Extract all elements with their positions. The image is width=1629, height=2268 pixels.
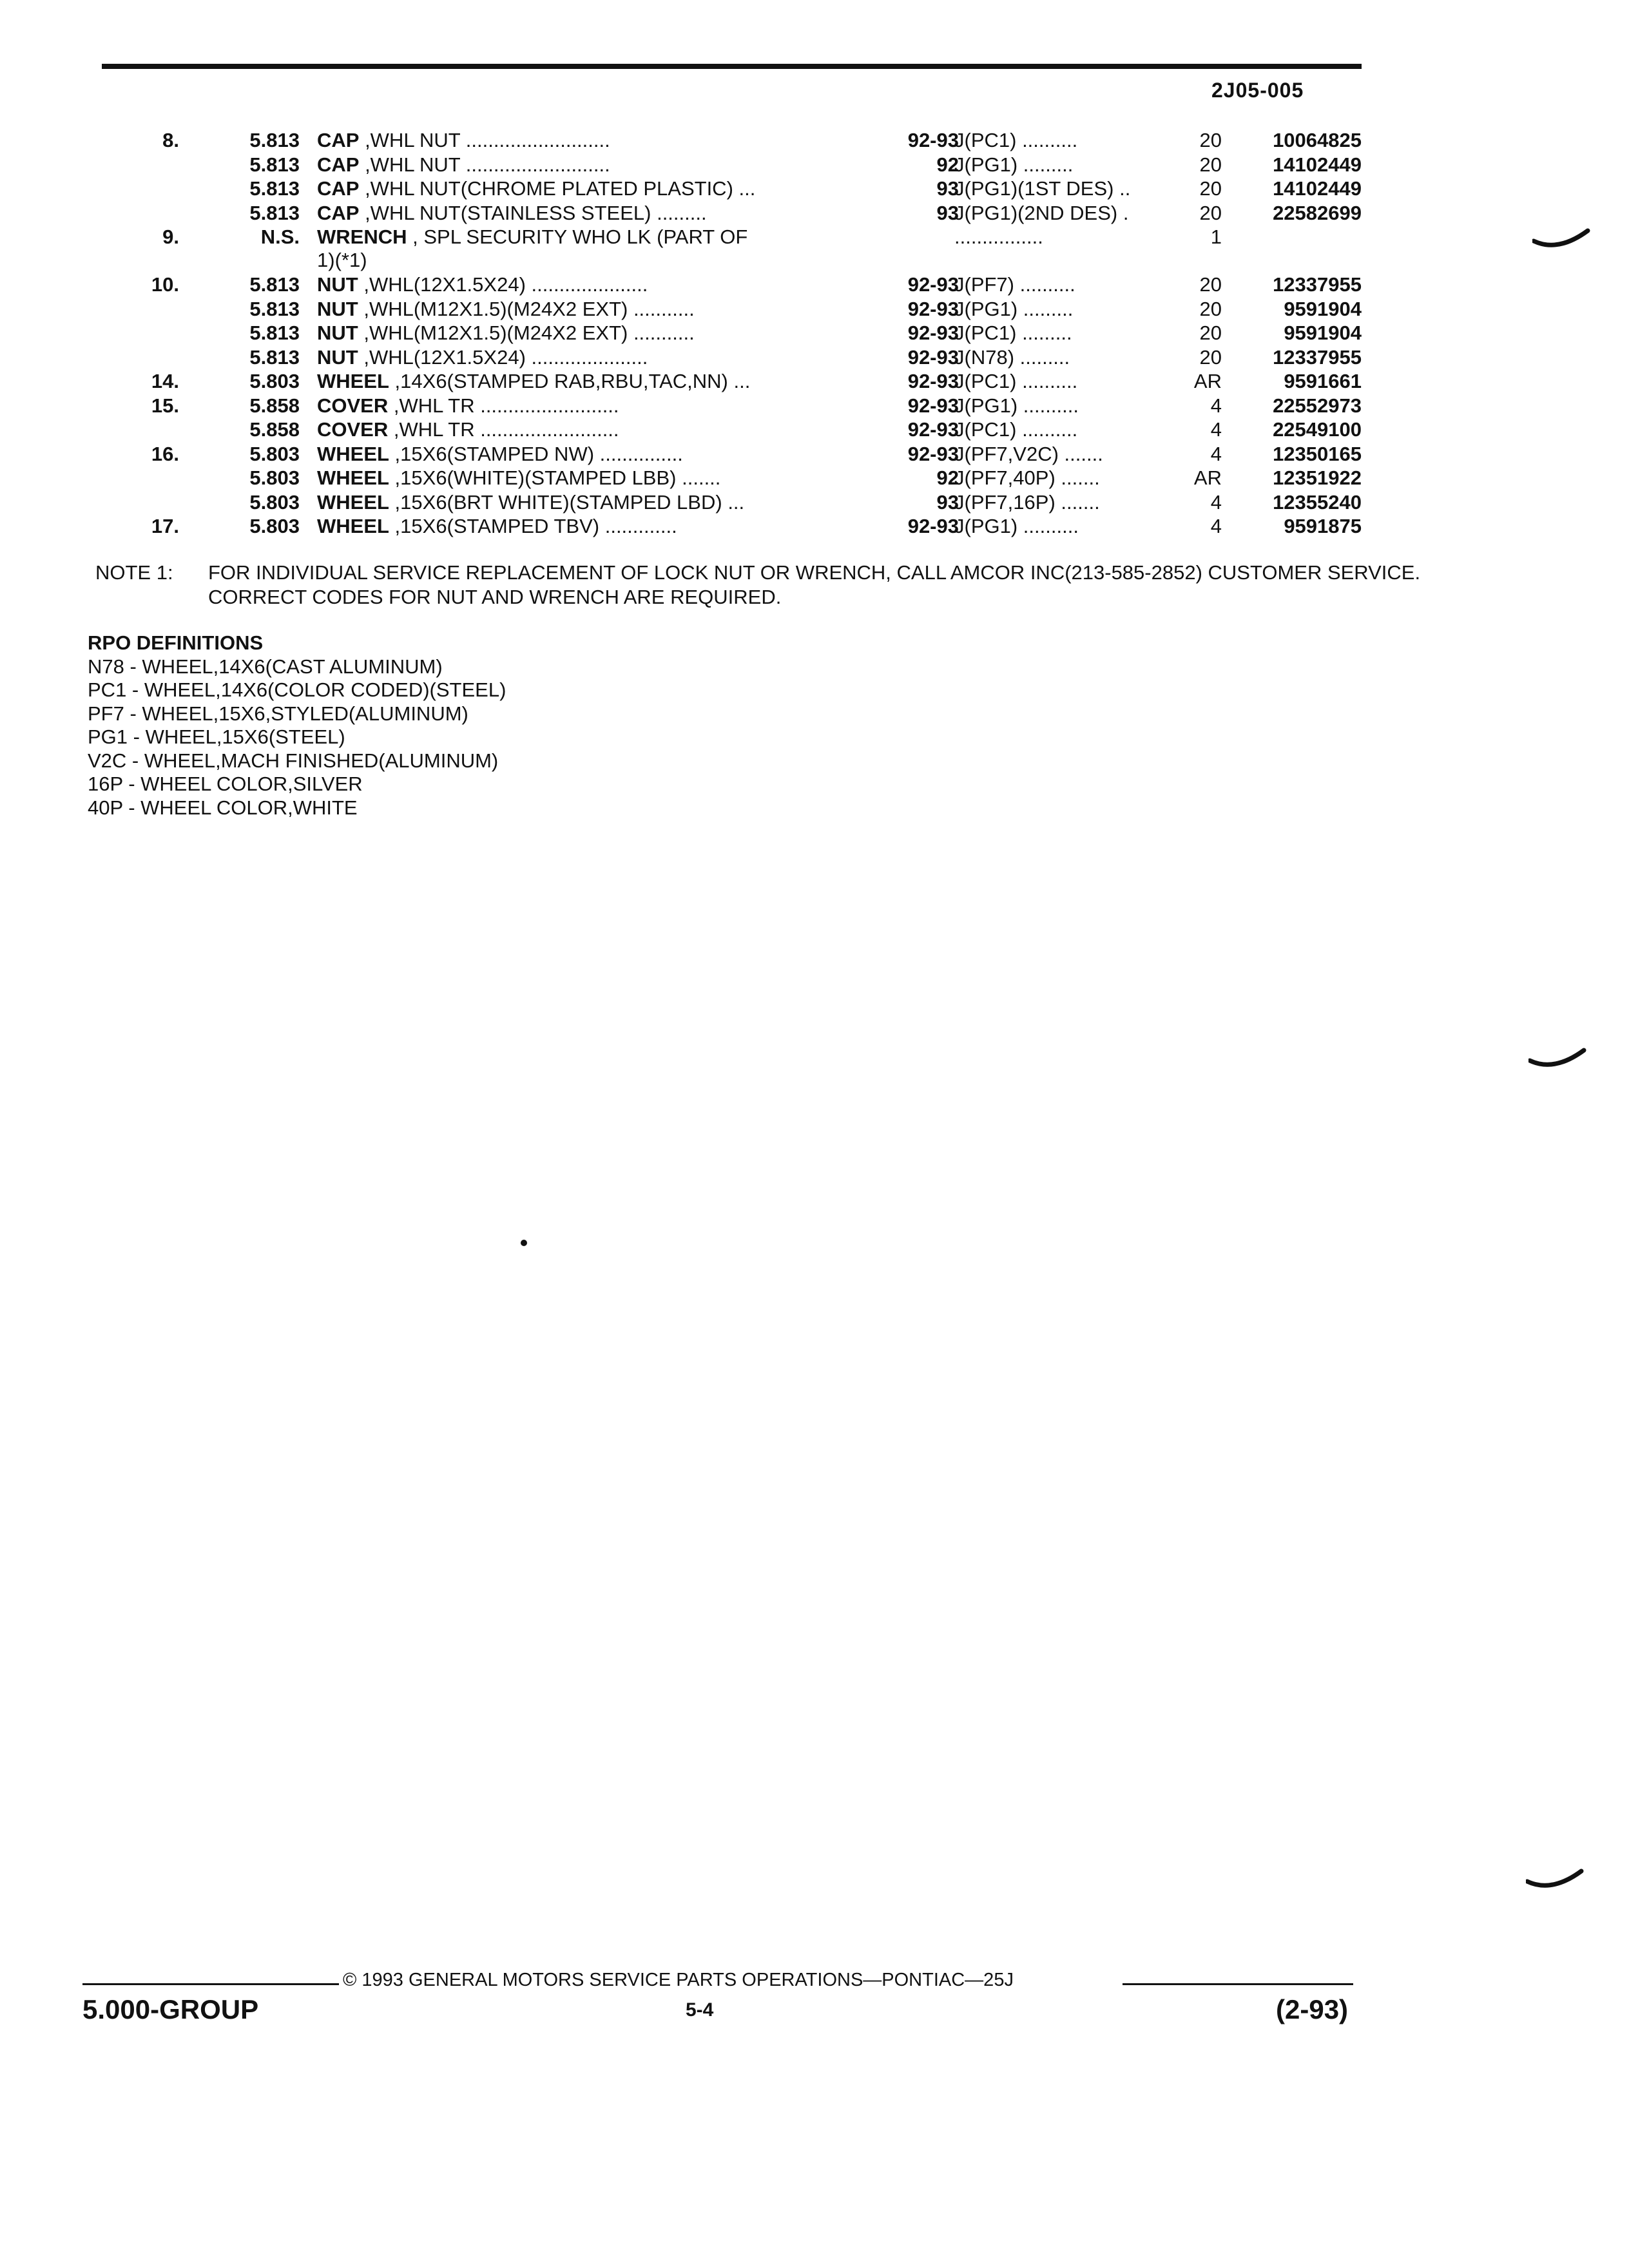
part-row [0,418,1629,443]
part-number: 12350165 [1273,442,1362,465]
usage-code: J(N78) [954,345,1015,369]
leader-dots: .......... [1014,273,1075,296]
part-row [0,153,1629,178]
usage-code: J(PF7) [954,273,1014,296]
rpo-definitions [88,631,506,820]
usage [954,202,1173,225]
rpo-item: 40P - WHEEL COLOR,WHITE [88,796,358,819]
part-description [317,177,845,200]
binder-tab-mark-icon [1526,1867,1584,1893]
part-row [0,491,1629,515]
part-number: 14102449 [1273,177,1362,200]
quantity: 20 [1199,345,1222,369]
usage-code: J(PC1) [954,370,1017,392]
parts-list [0,129,1629,539]
part-row [0,443,1629,467]
group-number: 5.858 [249,418,300,441]
part-description [317,202,845,225]
leader-dots: ......... [1017,297,1074,320]
part-name: CAP [317,153,360,176]
leader-dots: .......... [1016,129,1078,151]
part-row [0,129,1629,153]
part-number: 12337955 [1273,273,1362,296]
model-years: 92 [936,153,959,176]
part-description [317,273,845,296]
description-text: ,WHL NUT(CHROME PLATED PLASTIC) [359,177,733,200]
part-row [0,370,1629,394]
usage [954,177,1173,200]
quantity: 1 [1210,226,1222,248]
quantity: 20 [1199,129,1222,151]
usage-code: J(PG1) [954,394,1018,417]
part-row [0,322,1629,346]
note-text: FOR INDIVIDUAL SERVICE REPLACEMENT OF LOCK NUT OR WRENCH, CALL AMCOR INC(213-585-2852) CUSTOMER SERVICE. CORRECT CODES FOR NUT AND WRENCH ARE REQUIRED. [208,561,1421,608]
usage [954,273,1173,296]
quantity: AR [1193,370,1222,392]
leader-dots: ......... [1014,345,1070,369]
model-years: 92-93 [907,297,959,320]
leader-dots: ......... [651,201,707,224]
leader-dots: ....... [1055,466,1100,489]
model-years: 93 [936,490,959,514]
group-number: 5.813 [249,129,300,151]
leader-dots: ........... [628,322,695,344]
description-text: ,15X6(WHITE)(STAMPED LBB) [389,466,677,489]
part-number: 22582699 [1273,201,1362,224]
quantity: 4 [1210,515,1222,537]
document-id: 2J05-005 [1211,79,1304,102]
part-row [0,346,1629,370]
group-number: 5.813 [249,297,300,320]
part-row [0,273,1629,298]
group-number: 5.813 [249,177,300,200]
quantity: 4 [1210,442,1222,465]
model-years: 92-93 [907,515,959,537]
description-text: , SPL SECURITY WHO LK (PART OF [407,226,748,248]
ref-number: 15. [151,394,179,417]
usage [954,370,1173,393]
model-years: 92-93 [907,129,959,151]
description-text: ,WHL NUT [359,153,461,176]
part-name: WHEEL [317,490,389,514]
binder-tab-mark-icon [1528,1046,1586,1072]
leader-dots: .......... [1016,418,1078,441]
leader-dots: ..................... [525,273,648,296]
usage-code: J(PG1) [954,515,1018,537]
usage-code: J(PG1)(2ND DES) [954,201,1118,224]
footer-date: (2-93) [1276,1994,1349,2024]
part-number: 10064825 [1273,129,1362,151]
description-text: ,WHL TR [388,418,475,441]
leader-dots: ......................... [474,418,619,441]
ref-number: 10. [151,273,179,296]
rpo-item: N78 - WHEEL,14X6(CAST ALUMINUM) [88,655,443,678]
part-name: CAP [317,129,360,151]
part-name: NUT [317,345,358,369]
description-text: ,WHL NUT [359,129,461,151]
rpo-item: 16P - WHEEL COLOR,SILVER [88,773,363,795]
quantity: 20 [1199,153,1222,176]
group-number: N.S. [260,226,300,248]
part-description [317,370,845,393]
part-row [0,202,1629,226]
part-name: CAP [317,201,360,224]
rpo-title: RPO DEFINITIONS [88,631,264,654]
leader-dots: ............... [594,442,683,465]
part-number: 9591661 [1284,370,1362,392]
leader-dots: . [1117,201,1129,224]
part-number: 14102449 [1273,153,1362,176]
part-name: WHEEL [317,370,389,392]
leader-dots: .......................... [460,129,610,151]
ref-number: 14. [151,370,179,392]
usage-code: J(PG1) [954,297,1018,320]
part-number: 9591875 [1284,515,1362,537]
leader-dots: ....... [1055,490,1100,514]
part-number: 9591904 [1284,297,1362,320]
usage [954,129,1173,152]
group-number: 5.813 [249,322,300,344]
part-row [0,226,1629,273]
quantity: AR [1193,466,1222,489]
usage [954,346,1173,369]
description-text: ,15X6(STAMPED TBV) [389,515,600,537]
part-description [317,466,845,490]
model-years: 92 [936,466,959,489]
leader-dots: ....... [676,466,721,489]
part-name: NUT [317,322,358,344]
quantity: 20 [1199,297,1222,320]
part-name: WHEEL [317,466,389,489]
description-text: ,15X6(STAMPED NW) [389,442,595,465]
part-description [317,298,845,321]
part-name: NUT [317,297,358,320]
model-years: 92-93 [907,345,959,369]
leader-dots: ....... [1058,442,1103,465]
model-years: 93 [936,201,959,224]
quantity: 4 [1210,490,1222,514]
leader-dots: ... [728,370,751,392]
ref-number: 8. [162,129,179,151]
part-description [317,346,845,369]
group-number: 5.858 [249,394,300,417]
usage-code: J(PG1)(1ST DES) [954,177,1114,200]
part-name: WHEEL [317,515,389,537]
part-number: 9591904 [1284,322,1362,344]
part-row [0,177,1629,202]
usage [954,491,1173,514]
rpo-item: PF7 - WHEEL,15X6,STYLED(ALUMINUM) [88,702,468,725]
part-name: WHEEL [317,442,389,465]
model-years: 92-93 [907,442,959,465]
leader-dots: ... [733,177,756,200]
footer-rule-left [82,1983,339,1985]
description-text-line2: 1)(*1) [317,249,367,271]
leader-dots: .......... [1017,394,1079,417]
part-row [0,466,1629,491]
leader-dots: ......................... [474,394,619,417]
part-name: COVER [317,418,389,441]
description-text: ,WHL(M12X1.5)(M24X2 EXT) [358,297,628,320]
note-label: NOTE 1: [95,561,173,584]
part-number: 12351922 [1273,466,1362,489]
leader-dots: ........... [628,297,695,320]
model-years: 92-93 [907,418,959,441]
part-row [0,515,1629,539]
header-rule [102,64,1362,69]
leader-dots: ................ [954,226,1043,248]
group-number: 5.803 [249,442,300,465]
leader-dots: .......... [1017,515,1079,537]
quantity: 20 [1199,177,1222,200]
part-description [317,491,845,514]
leader-dots: ......... [1017,153,1074,176]
usage [954,418,1173,441]
leader-dots: .......................... [460,153,610,176]
leader-dots: .. [1113,177,1131,200]
part-number: 12337955 [1273,345,1362,369]
quantity: 20 [1199,273,1222,296]
leader-dots: .......... [1016,370,1078,392]
part-name: NUT [317,273,358,296]
part-description [317,418,845,441]
description-text: ,WHL(12X1.5X24) [358,345,526,369]
footer-copyright: © 1993 GENERAL MOTORS SERVICE PARTS OPERATIONS—PONTIAC—25J [343,1970,1014,1990]
description-text: ,WHL(M12X1.5)(M24X2 EXT) [358,322,628,344]
part-description [317,226,845,272]
part-description [317,129,845,152]
usage-code: J(PF7,V2C) [954,442,1059,465]
part-name: CAP [317,177,360,200]
footer-rule-right [1123,1983,1353,1985]
description-text: ,WHL TR [388,394,475,417]
usage [954,226,1173,249]
description-text: ,WHL NUT(STAINLESS STEEL) [359,201,651,224]
usage-code: J(PG1) [954,153,1018,176]
model-years: 92-93 [907,322,959,344]
group-number: 5.813 [249,201,300,224]
part-number: 22552973 [1273,394,1362,417]
usage [954,298,1173,321]
description-text: ,14X6(STAMPED RAB,RBU,TAC,NN) [389,370,728,392]
description-text: ,15X6(BRT WHITE)(STAMPED LBD) [389,490,722,514]
part-name: COVER [317,394,389,417]
leader-dots: ............. [599,515,677,537]
group-number: 5.803 [249,370,300,392]
usage [954,466,1173,490]
binder-tab-mark-icon [1532,227,1590,253]
group-number: 5.803 [249,490,300,514]
usage [954,394,1173,418]
footer-page-number: 5-4 [686,1999,714,2021]
usage-code: J(PC1) [954,418,1017,441]
usage [954,443,1173,466]
group-number: 5.813 [249,153,300,176]
part-description [317,322,845,345]
ref-number: 9. [162,226,179,248]
usage-code: J(PC1) [954,129,1017,151]
usage-code: J(PF7,16P) [954,490,1055,514]
ref-number: 17. [151,515,179,537]
part-description [317,153,845,177]
part-row [0,394,1629,419]
part-row [0,298,1629,322]
usage [954,515,1173,538]
usage-code: J(PF7,40P) [954,466,1055,489]
part-number: 22549100 [1273,418,1362,441]
leader-dots: ..................... [525,345,648,369]
part-number: 12355240 [1273,490,1362,514]
quantity: 4 [1210,418,1222,441]
ref-number: 16. [151,442,179,465]
usage [954,322,1173,345]
group-number: 5.803 [249,515,300,537]
scan-speck [521,1240,527,1246]
leader-dots: ......... [1016,322,1072,344]
rpo-item: V2C - WHEEL,MACH FINISHED(ALUMINUM) [88,749,499,772]
footer-group: 5.000-GROUP [82,1994,259,2024]
group-number: 5.803 [249,466,300,489]
usage-code: J(PC1) [954,322,1017,344]
part-description [317,394,845,418]
quantity: 20 [1199,201,1222,224]
model-years: 92-93 [907,394,959,417]
rpo-item: PC1 - WHEEL,14X6(COLOR CODED)(STEEL) [88,678,506,701]
model-years: 92-93 [907,370,959,392]
part-name: WRENCH [317,226,407,248]
group-number: 5.813 [249,345,300,369]
model-years: 93 [936,177,959,200]
group-number: 5.813 [249,273,300,296]
model-years: 92-93 [907,273,959,296]
leader-dots: ... [722,490,745,514]
rpo-item: PG1 - WHEEL,15X6(STEEL) [88,726,345,748]
part-description [317,515,845,538]
description-text: ,WHL(12X1.5X24) [358,273,526,296]
usage [954,153,1173,177]
part-description [317,443,845,466]
quantity: 20 [1199,322,1222,344]
quantity: 4 [1210,394,1222,417]
